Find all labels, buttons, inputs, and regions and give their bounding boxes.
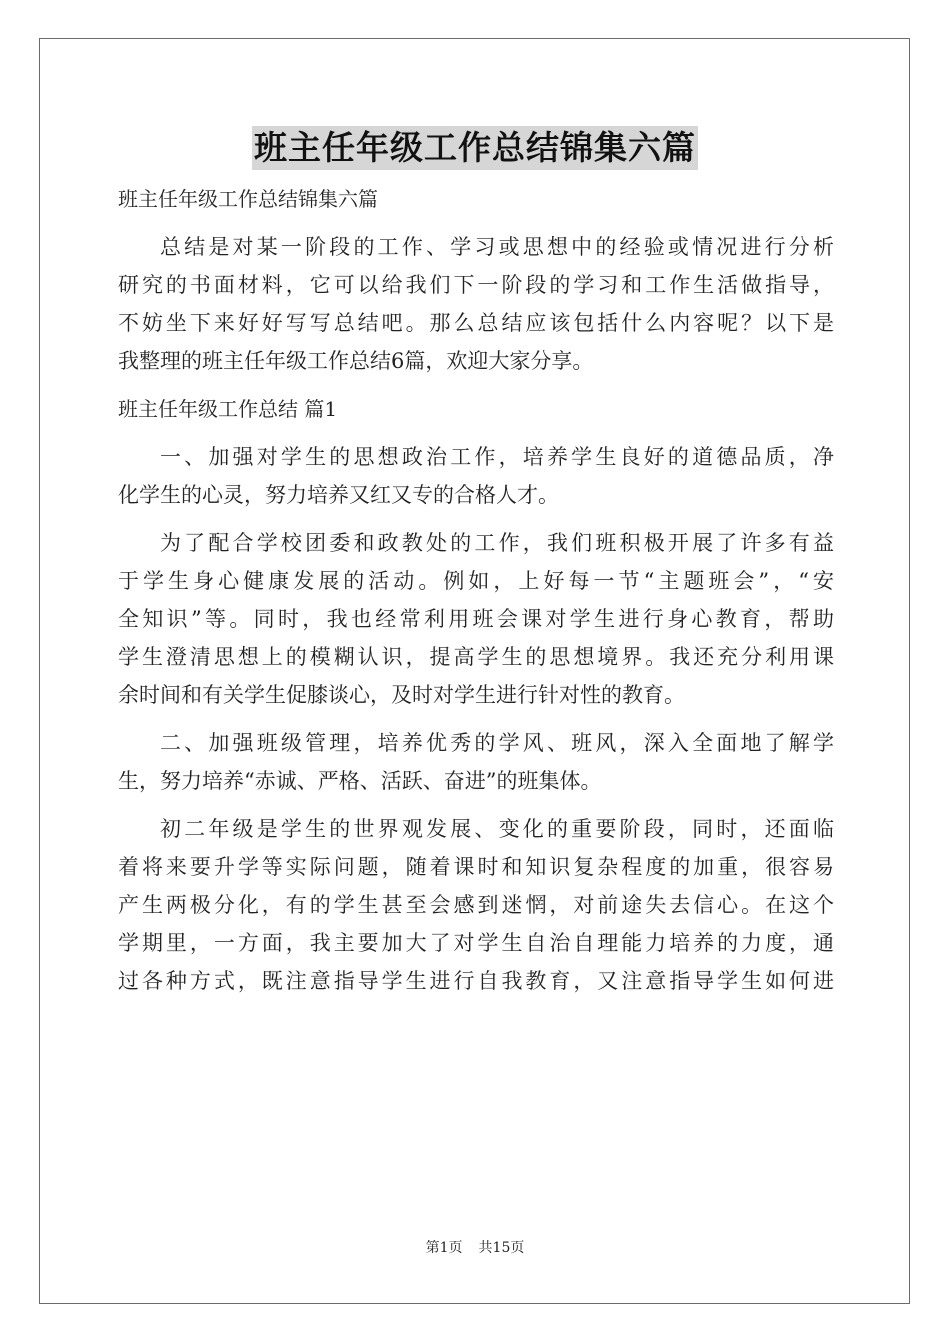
document-subtitle: 班主任年级工作总结锦集六篇 [118,187,378,211]
page-number: 第1页 [425,1240,463,1256]
paragraph-4 [118,810,834,1000]
paragraph-line: 学生澄清思想上的模糊认识，提高学生的思想境界。我还充分利用课 [118,645,834,669]
paragraph-line: 二、加强班级管理，培养优秀的学风、班风，深入全面地了解学 [160,731,834,755]
document-title: 班主任年级工作总结锦集六篇 [252,126,698,170]
section-heading: 班主任年级工作总结 篇1 [118,397,338,421]
paragraph-line: 于学生身心健康发展的活动。例如，上好每一节“主题班会”，“安 [118,569,834,593]
paragraph-line: 研究的书面材料，它可以给我们下一阶段的学习和工作生活做指导， [118,273,834,297]
paragraph-line: 余时间和有关学生促膝谈心，及时对学生进行针对性的教育。 [118,683,685,707]
paragraph-2 [118,524,834,714]
paragraph-3 [118,724,834,800]
intro-paragraph [118,228,834,380]
paragraph-line: 过各种方式，既注意指导学生进行自我教育，又注意指导学生如何进 [118,969,834,993]
paragraph-line: 着将来要升学等实际问题，随着课时和知识复杂程度的加重，很容易 [118,855,834,879]
paragraph-line: 生，努力培养“赤诚、严格、活跃、奋进”的班集体。 [118,769,602,793]
title-container [0,126,950,170]
paragraph-line: 一、加强对学生的思想政治工作，培养学生良好的道德品质，净 [160,445,834,469]
page-footer [0,1238,950,1258]
paragraph-line: 我整理的班主任年级工作总结6篇，欢迎大家分享。 [118,349,594,373]
paragraph-1 [118,438,834,514]
paragraph-line: 初二年级是学生的世界观发展、变化的重要阶段，同时，还面临 [160,817,834,841]
paragraph-line: 产生两极分化，有的学生甚至会感到迷惘，对前途失去信心。在这个 [118,893,834,917]
page-total: 共15页 [478,1240,525,1256]
paragraph-line: 为了配合学校团委和政教处的工作，我们班积极开展了许多有益 [160,531,834,555]
paragraph-line: 化学生的心灵，努力培养又红又专的合格人才。 [118,483,559,507]
paragraph-line: 学期里，一方面，我主要加大了对学生自治自理能力培养的力度，通 [118,931,834,955]
paragraph-line: 全知识”等。同时，我也经常利用班会课对学生进行身心教育，帮助 [118,607,834,631]
document-body [118,180,834,1010]
paragraph-line: 总结是对某一阶段的工作、学习或思想中的经验或情况进行分析 [160,235,834,259]
paragraph-line: 不妨坐下来好好写写总结吧。那么总结应该包括什么内容呢？以下是 [118,311,834,335]
